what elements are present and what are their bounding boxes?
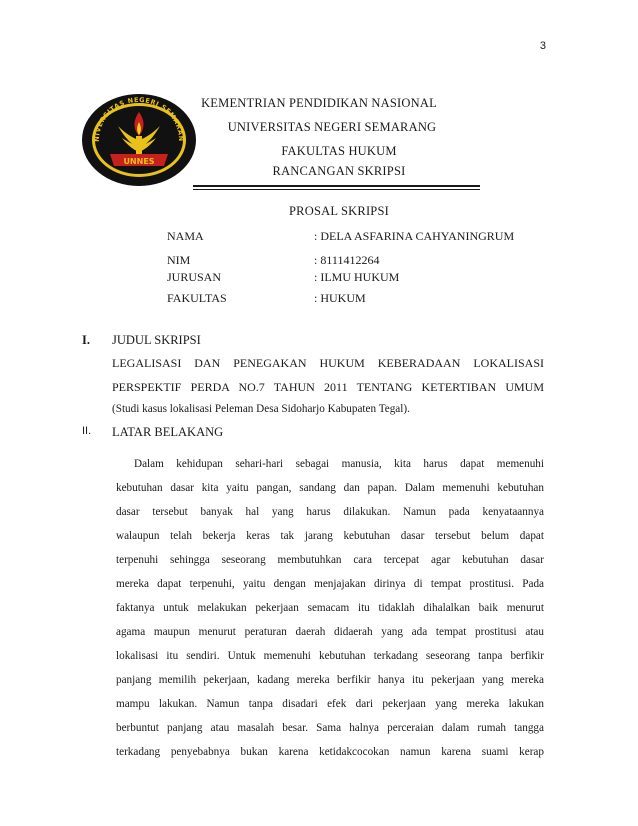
paragraph-line: Dalam kehidupan sehari-hari sebagai manusia, kita harus dapat memenuhi — [134, 458, 544, 470]
header-university: UNIVERSITAS NEGERI SEMARANG — [227, 120, 437, 134]
info-value-nama: : DELA ASFARINA CAHYANINGRUM — [314, 229, 515, 243]
thesis-title-line: LEGALISASI DAN PENEGAKAN HUKUM KEBERADAAN LOKALISASI — [112, 356, 544, 370]
proposal-title: PROSAL SKRIPSI — [289, 204, 389, 218]
thesis-title-line: (Studi kasus lokalisasi Peleman Desa Sidoharjo Kabupaten Tegal). — [112, 403, 410, 415]
paragraph-line: panjang memilih pekerjaan, kadang mereka berfikir hanya itu pekerjaan yang mereka — [116, 674, 544, 686]
paragraph-line: mereka dapat terpenuhi, yaitu dengan menjajakan dirinya di tempat prostitusi. Pada — [116, 578, 544, 590]
section-number: I. — [82, 333, 90, 347]
info-value-jurusan: : ILMU HUKUM — [314, 270, 400, 284]
paragraph-line: berbuntut panjang atau masalah besar. Sama halnya perceraian dalam rumah tangga — [116, 722, 544, 734]
section-title: JUDUL SKRIPSI — [112, 333, 201, 347]
paragraph-line: agama maupun menurut peraturan daerah didaerah yang ada tempat prostitusi atau — [116, 626, 544, 638]
info-label-nama: NAMA — [167, 229, 204, 243]
paragraph-line: dasar tersebut banyak hal yang harus dilakukan. Namun pada kenyataannya — [116, 506, 544, 518]
paragraph-line: terpenuhi sehingga seseorang membutuhkan cara tercepat agar kebutuhan dasar — [116, 554, 544, 566]
info-label-fakultas: FAKULTAS — [167, 291, 227, 305]
section-title: LATAR BELAKANG — [112, 425, 224, 439]
paragraph-line: mampu lakukan. Namun tanpa disadari efek dari pekerjaan yang mereka lakukan — [116, 698, 544, 710]
svg-text:UNNES: UNNES — [123, 157, 155, 166]
header-rule-thick — [193, 185, 480, 187]
paragraph-line: lokalisasi itu sendiri. Untuk memenuhi kebutuhan terkadang seseorang tanpa berfikir — [116, 650, 544, 662]
paragraph-line: terkadang penyebabnya bukan karena ketidakcocokan namun karena suami kerap — [116, 746, 544, 758]
svg-text:UNIVERSITAS NEGERI SEMARANG: NIVERSITAS NEGERI SEMARAN — [92, 95, 186, 142]
thesis-title-line: PERSPEKTIF PERDA NO.7 TAHUN 2011 TENTANG KETERTIBAN UMUM — [112, 380, 544, 394]
section-number: II. — [82, 425, 92, 437]
header-faculty: FAKULTAS HUKUM — [281, 144, 397, 158]
paragraph-line: faktanya untuk melakukan pekerjaan semacam itu tidaklah dihalalkan baik menurut — [116, 602, 544, 614]
header-ministry: KEMENTRIAN PENDIDIKAN NASIONAL — [201, 96, 437, 110]
info-value-fakultas: : HUKUM — [314, 291, 366, 305]
header-rule-thin — [193, 189, 480, 190]
info-label-nim: NIM — [167, 253, 191, 267]
paragraph-line: kebutuhan dasar kita yaitu pangan, sandang dan papan. Dalam memenuhi kebutuhan — [116, 482, 544, 494]
header-proposal: RANCANGAN SKRIPSI — [272, 164, 406, 178]
paragraph-line: walaupun telah bekerja keras tak jarang kebutuhan dasar tersebut belum dapat — [116, 530, 544, 542]
info-label-jurusan: JURUSAN — [167, 270, 222, 284]
page-number: 3 — [539, 40, 546, 52]
info-value-nim: : 8111412264 — [314, 253, 380, 267]
